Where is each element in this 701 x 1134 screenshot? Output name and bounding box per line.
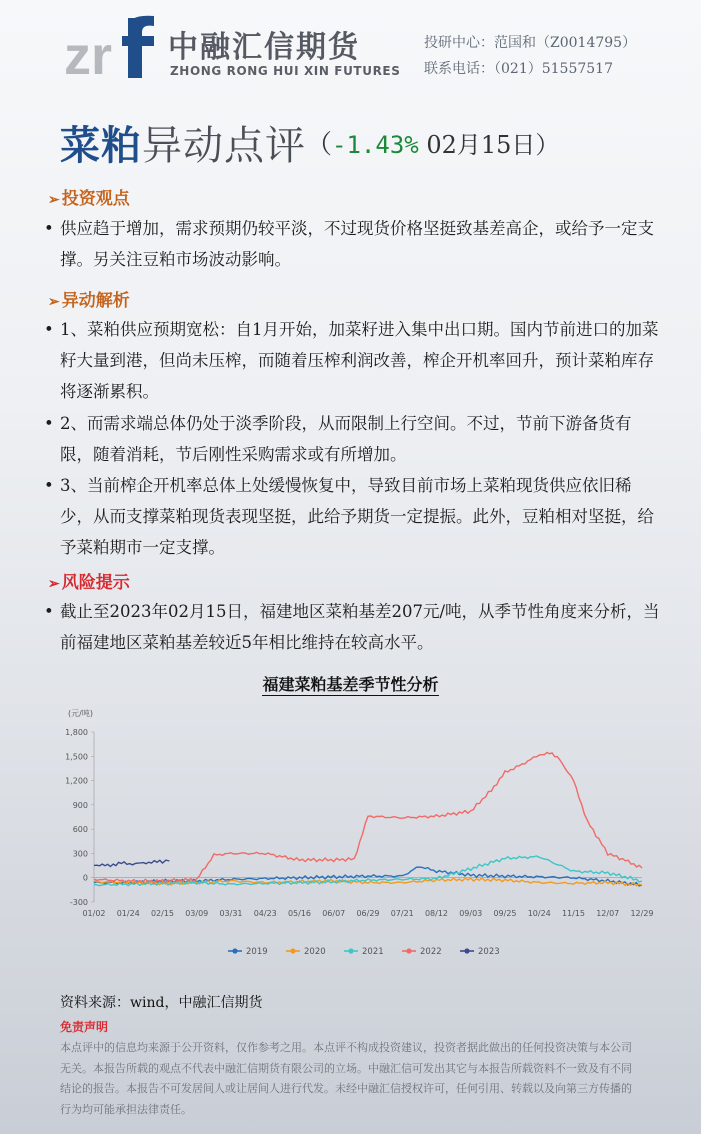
y-axis-label: (元/吨) [68,709,93,718]
x-tick-label: 10/24 [527,909,551,918]
legend-marker-2019 [232,948,237,953]
x-tick-label: 06/07 [322,909,346,918]
title-paren: （ [306,130,333,160]
x-tick-label: 09/25 [493,909,517,918]
title-change-pct: -1.43% [332,131,419,159]
x-tick-label: 07/21 [390,909,414,918]
section-risk-heading: ➢ 风险提示 [48,573,130,593]
header [0,0,701,100]
legend-marker-2023 [464,948,469,953]
view-bullet: • 供应趋于增加，需求预期仍较平淡，不过现货价格坚挺致基差高企，或给予一定支撑。另关注豆粕市场波动影响。 [44,219,654,269]
section-view-heading: ➢ 投资观点 [48,189,130,209]
arrow-icon: ➢ [48,192,60,208]
contact-research: 投研中心：范国和（Z0014795） [424,35,637,51]
legend-marker-2020 [290,948,295,953]
x-tick-label: 03/09 [185,909,209,918]
y-tick-label: 1,800 [65,728,88,737]
contact-phone: 联系电话：（021）51557517 [424,61,613,77]
zrf-logo-icon [62,14,162,82]
x-tick-label: 12/07 [596,909,620,918]
x-tick-label: 02/15 [150,909,175,918]
analysis-bullet-1: • 1、菜粕供应预期宽松：自1月开始，加菜籽进入集中出口期。国内节前进口的加菜籽大量到港，但尚未压榨，而随着压榨利润改善，榨企开机率回升，预计菜粕库存将逐渐累积。 [44,320,659,401]
title-date: 02月15日） [418,131,560,159]
x-tick-label: 01/24 [116,909,140,918]
data-source: 资料来源：wind，中融汇信期货 [60,995,263,1011]
x-tick-label: 03/31 [219,909,243,918]
page-title [60,114,559,170]
series-line-2022 [94,753,642,883]
basis-seasonal-chart [58,702,658,967]
disclaimer-heading: 免责声明 [60,1020,109,1034]
x-tick-label: 11/15 [561,909,586,918]
section-analysis-heading: ➢ 异动解析 [48,291,130,311]
x-tick-label: 01/02 [82,909,106,918]
arrow-icon: ➢ [48,576,60,592]
series-line-2023 [94,860,169,866]
legend-marker-2021 [348,948,353,953]
title-product: 菜粕 [60,122,142,169]
legend-marker-2022 [406,948,411,953]
y-tick-label: 0 [82,873,88,883]
analysis-bullet-3: • 3、当前榨企开机率总体上处缓慢恢复中，导致目前市场上菜粕现货供应依旧稀少，从而支撑菜粕现货表现坚挺，此给予期货一定提振。此外，豆粕相对坚挺，给予菜粕期市一定支撑。 [44,476,654,557]
y-tick-label: 1,200 [65,776,88,786]
risk-bullet: • 截止至2023年02月15日，福建地区菜粕基差207元/吨，从季节性角度来分析，当前福建地区菜粕基差较近5年相比维持在较高水平。 [44,602,660,652]
disclaimer-text: 本点评中的信息均来源于公开资料，仅作参考之用。本点评不构成投资建议，投资者据此做出的任何投资决策与本公司无关。本报告所载的观点不代表中融汇信期货有限公司的立场。中融汇信可发出其它与本报告所载资料不一致及有不同结论的报告。本报告不可发居间人或让居间人进行代发。未经中融汇信授权许可，任何引用、转载以及向第三方传播的行为均可能承担法律责任。 [60,1041,632,1116]
contact-info [424,30,636,82]
x-tick-label: 06/29 [356,909,380,918]
y-tick-label: -300 [69,898,88,907]
x-tick-label: 05/16 [287,909,312,918]
y-tick-label: 1,500 [65,752,88,762]
title-type: 异动点评 [142,123,306,169]
x-tick-label: 09/03 [459,909,483,918]
brand-name-cn: 中融汇信期货 [168,30,360,65]
legend-label-2022: 2022 [420,947,442,957]
x-tick-label: 04/23 [253,909,277,918]
arrow-icon: ➢ [48,294,60,310]
legend-label-2020: 2020 [304,947,326,957]
y-tick-label: 300 [72,849,88,859]
chart-title: 福建菜粕基差季节性分析 [262,675,439,694]
x-tick-label: 08/12 [424,909,449,918]
x-tick-label: 12/29 [630,909,654,918]
y-tick-label: 600 [72,825,88,835]
legend-label-2019: 2019 [246,947,268,957]
y-tick-label: 900 [72,800,88,810]
legend-label-2023: 2023 [478,947,500,957]
svg-text:zr: zr [64,26,113,82]
analysis-bullet-2: • 2、而需求端总体仍处于淡季阶段，从而限制上行空间。不过，节前下游备货有限，随着消耗，节后刚性采购需求或有所增加。 [44,414,632,464]
brand-name-en: ZHONG RONG HUI XIN FUTURES [170,64,401,78]
legend-label-2021: 2021 [362,947,384,957]
